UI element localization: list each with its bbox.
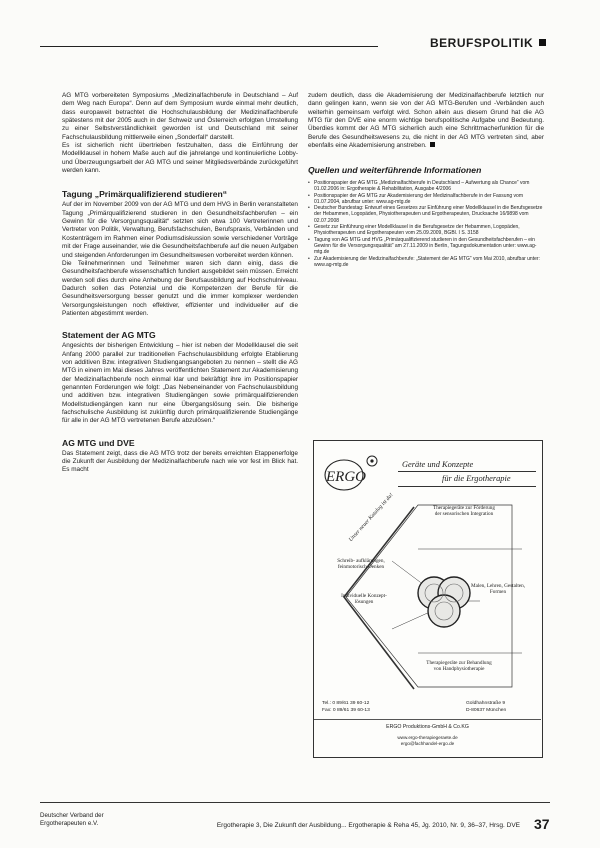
ergo-logo-icon (322, 451, 384, 493)
footer-org-line: Ergotherapeuten e.V. (40, 819, 99, 827)
section-title (430, 36, 546, 50)
advertisement (313, 440, 543, 758)
subheading: Tagung „Primärqualifizierend studieren“ (62, 189, 228, 200)
source-item: • Gesetz zur Einführung einer Modellklausel in die Berufsgesetze der Hebammen, Logopäden, Physiotherapeuten und Ergotherapeuten vom 25.09.2009, BGBl. I S. 3158 (308, 224, 544, 236)
ad-street: Goldhahnstraße 9 (466, 701, 506, 706)
sources-list (308, 180, 544, 268)
header-rule (40, 46, 378, 47)
ad-tel: Tel.: 0 89/61 39 60-12 (322, 701, 370, 706)
ad-slogan: für die Ergotherapie (442, 474, 511, 483)
paragraph: Es ist sicherlich nicht übertrieben festzuhalten, dass die Einführung der Modellklausel in hohem Maße auch auf die jahrelange und kontinuierliche Lobby- und Überzeugungsarbeit der AG MTG und seiner Mitgliedsverbände zurückgeführt werden kann. (62, 142, 298, 175)
paragraph: Angesichts der bisherigen Entwicklung – hier ist neben der Modellklausel die seit Anfang 2000 parallel zur traditionellen Fachschulausbildung erfolgte Etablierung von additiven Bzw. integrativen Studiengangsangeboten zu nennen – stellt die AG MTG in einem im Mai dieses Jahres veröffentlichten Statement zur Akademisierung der Medizinalfachberufe noch einmal klar und bekräftigt ihre im Positionspapier genannten Forderungen wie folgt: „Das Nebeneinander von Fachschulausbildung und additiven bzw. integrativen Studiengängen sowie primärqualifizierenden Modellstudiengängen kann nur eine Übergangslösung sein. Die bisherige fachschulische Ausbildung ist zukünftig durch primärqualifizierende Studiengänge für alle in der AG MTG vertretenen Berufe abzulösen.“ (62, 342, 298, 425)
ad-urls (314, 735, 541, 747)
ad-city: D-80637 München (466, 707, 507, 713)
footer-organization (40, 812, 104, 827)
source-item: • Tagung von AG MTG und HVG „Primärqualifizierend studieren in den Gesundheitsfachberufen – ein Gewinn für die Versorgungsqualität“ am 27.11.2009 in Berlin, Tagungsdokumentation unter: www.ag-mtg.de (308, 237, 544, 255)
ad-email[interactable]: ergo@fachhandel-ergo.de (400, 741, 455, 746)
ad-fax: Fax: 0 89/61 39 60-13 (322, 707, 370, 713)
ad-slogan: Geräte und Konzepte (402, 460, 474, 469)
source-item: • Deutscher Bundestag: Entwurf eines Gesetzes zur Einführung einer Modellklausel in die Berufsgesetze der Hebammen, Logopäden, Physiotherapeuten und Ergotherapeuten, Drucksache 16/9898 vom 02.07.2008 (308, 205, 544, 223)
end-mark-icon (430, 142, 435, 147)
ad-url[interactable]: www.ergo-therapiegeraete.de (397, 735, 458, 740)
subheading: Statement der AG MTG (62, 330, 156, 341)
section-title-text: BERUFSPOLITIK (430, 36, 534, 50)
svg-text:ERGO: ERGO (326, 469, 366, 485)
page-number: 37 (534, 816, 550, 832)
left-column (62, 92, 298, 475)
ad-diagram (322, 492, 536, 693)
ad-text-box: Therapiegeräte zur Behandlung von Handphysiotherapie (426, 660, 492, 673)
ad-text-box: Schreib- aufklärungen, feinmotorisch Denken (337, 558, 385, 571)
ad-footer-rule (314, 719, 541, 720)
source-item: • Positionspapier der AG MTG zur Akademisierung der Medizinalfachberufe in der Fassung vom 01.07.2004, abrufbar unter: www.ag-mtg.de (308, 193, 544, 205)
paragraph (308, 92, 544, 150)
paragraph: Die Teilnehmerinnen und Teilnehmer waren sich dann einig, dass die Gesundheitsfachberufe wissenschaftlich fundiert ausgebildet sein müssen. Erreicht werden soll dies durch eine Anhebung der Berufsausbildung auf Hochschulniveau. Dadurch sollen das Potenzial und die Kompetenzen der Berufe für die Gesundheitsversorgung besser genutzt und die immer komplexer werdenden Versorgungsleistungen noch effektiver, effizienter und individueller auf die Patienten abgestimmt werden. (62, 259, 298, 317)
sources-heading: Quellen und weiterführende Informationen (308, 165, 482, 176)
source-item: • Zur Akademisierung der Medizinalfachberufe: „Statement der AG MTG“ vom Mai 2010, abrufbar unter: www.ag-mtg.de (308, 256, 544, 268)
ad-contact-address (466, 701, 506, 714)
ad-text-box: Individuelle Konzept- lösungen (341, 593, 387, 606)
subheading: AG MTG und DVE (62, 437, 135, 448)
source-item: • Positionspapier der AG MTG „Medizinalfachberufe in Deutschland – Aufwertung als Chance“ vom 01.02.2006 in: Ergotherapie & Rehabilitation, Ausgabe 4/2006 (308, 180, 544, 192)
paragraph: AG MTG vorbereiteten Symposiums „Medizinalfachberufe in Deutschland – Auf dem Weg nach Europa“. Denn auf dem Symposium wurde einmal mehr deutlich, dass europaweit betrachtet die Hochschulausbildung der Medizinalfachberufe spätestens mit der 2005 auch in der Schweiz und Österreich erfolgten Umstellung zu einer Selbstverständlichkeit geworden ist und Deutschland mit seiner Fachschulausbildung mittlerweile einen „Sonderfall“ darstellt. (62, 92, 298, 141)
footer-citation: Ergotherapie 3, Die Zukunft der Ausbildung... Ergotherapie & Reha 45, Jg. 2010, Nr. 9, 36–37, Hrsg. DVE (216, 822, 520, 829)
catalog-arc-text: Unser neuer Katalog ist da! (348, 492, 395, 544)
ad-text-box: Therapiegeräte zur Förderung der sensorischen Integration (433, 505, 495, 518)
paragraph: Auf der im November 2009 von der AG MTG und dem HVG in Berlin veranstalteten Tagung „Primärqualifizierend studieren in den Gesundheitsfachberufen – ein Gewinn für die Versorgungsqualität“ setzten sich etwa 100 Vertreterinnen und Vertreter von Politik, Verwaltung, Berufsfachschulen, Berufspraxis, Verbänden und Kostenträgern im Rahmen einer Podiumsdiskussion sowie verschiedener Vorträge mit der Frage auseinander, wie die Gesundheitsfachberufe auf die neuen Aufgaben und steigenden Anforderungen im Gesundheitswesen vorbereitet werden können. (62, 201, 298, 259)
right-column (308, 92, 544, 269)
paragraph: Das Statement zeigt, dass die AG MTG trotz der bereits erreichten Etappenerfolge die Zukunft der Ausbildung der Medizinalfachberufe nach wie vor fest im Blick hat. Es macht (62, 449, 298, 474)
footer-rule (40, 802, 550, 803)
ad-contact-phone (322, 701, 370, 714)
ad-rule (398, 471, 536, 472)
ad-text-box: Malen, Lehren, Gestalten, Formen (470, 583, 525, 596)
ad-rule (398, 486, 536, 487)
section-square-icon (539, 39, 546, 46)
paragraph-text: zudem deutlich, dass die Akademisierung der Medizinalfachberufe letztlich nur dann gelingen kann, wenn sie von der AG MTG-Berufen und -Verbänden auch weiterhin gemeinsam verfolgt wird. Schon allein aus diesem Grund hat die AG MTG für den DVE eine enorm wichtige berufspolitische Aufgabe und Bedeutung. Überdies kommt der AG MTG sicherlich auch eine Schrittmacherfunktion für die Berufe des Gesundheitswesens zu, die nicht in der AG MTG vertreten sind, aber ebenfalls eine Akademisierung anstreben. (308, 92, 544, 150)
footer-org-line: Deutscher Verband der (40, 812, 104, 819)
ad-company: ERGO Produktions-GmbH & Co.KG (386, 724, 469, 730)
